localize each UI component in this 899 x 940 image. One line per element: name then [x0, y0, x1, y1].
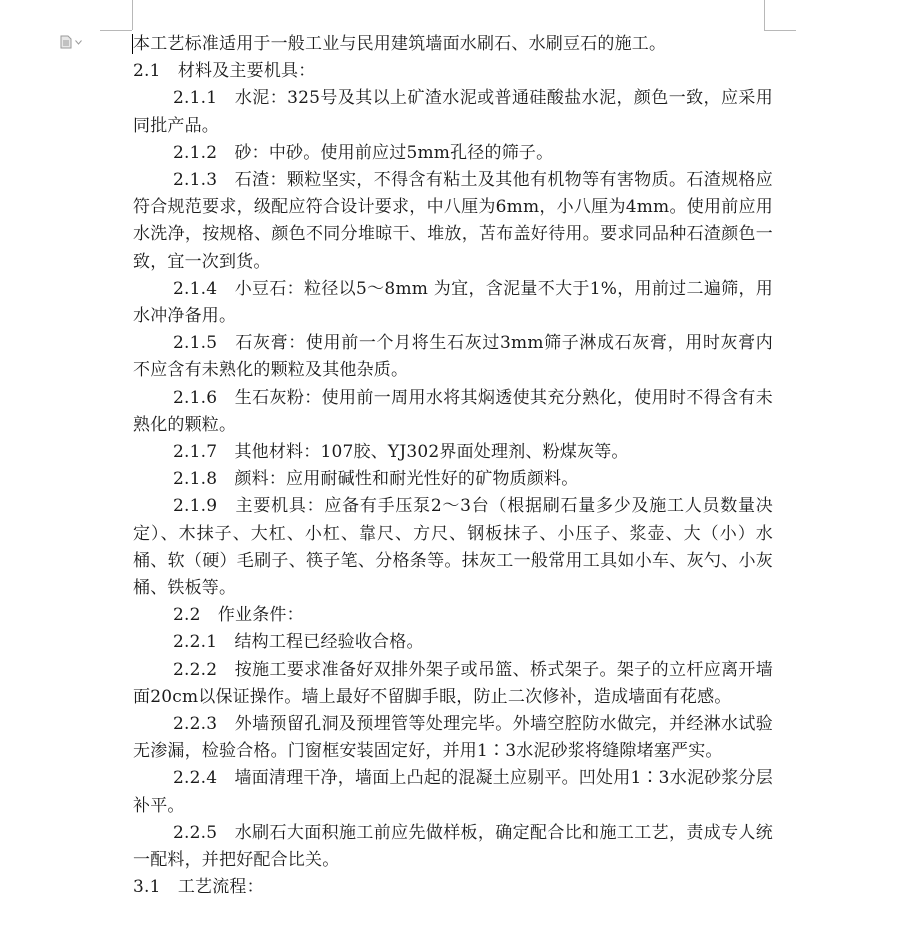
paragraph: 2.1.5 石灰膏：使用前一个月将生石灰过3mm筛子淋成石灰膏，用时灰膏内不应含有未熟化的颗粒及其他杂质。 [133, 333, 773, 381]
document-body[interactable] [133, 31, 773, 902]
paragraph: 2.1.3 石渣：颗粒坚实，不得含有粘土及其他有机物等有害物质。石渣规格应符合规范要求，级配应符合设计要求，中八厘为6mm，小八厘为4mm。使用前应用水洗净，按规格、颜色不同分堆晾干、堆放，苫布盖好待用。要求同品种石渣颜色一致，宜一次到货。 [133, 170, 773, 272]
page-corner-mark-left-horizontal [100, 30, 132, 31]
document-icon [60, 35, 72, 49]
paragraph: 2.1.6 生石灰粉：使用前一周用水将其焖透使其充分熟化，使用时不得含有未熟化的颗粒。 [133, 387, 773, 435]
paragraph: 2.2 作业条件： [173, 605, 304, 626]
page-corner-mark-left [132, 0, 133, 30]
paragraph: 3.1 工艺流程： [133, 877, 264, 898]
page-corner-mark-right [764, 0, 765, 30]
paragraph: 2.2.5 水刷石大面积施工前应先做样板，确定配合比和施工工艺，责成专人统一配料，并把好配合比关。 [133, 822, 773, 871]
paragraph: 2.2.3 外墙预留孔洞及预埋管等处理完毕。外墙空腔防水做完，并经淋水试验无渗漏，检验合格。门窗框安装固定好，并用1∶3水泥砂浆将缝隙堵塞严实。 [133, 714, 773, 762]
paragraph: 2.2.4 墙面清理干净，墙面上凸起的混凝土应剔平。凹处用1∶3水泥砂浆分层补平。 [133, 768, 773, 816]
paragraph: 2.1.4 小豆石：粒径以5～8mm 为宜，含泥量不大于1%，用前过二遍筛，用水冲净备用。 [133, 278, 773, 327]
paragraph: 2.1.2 砂：中砂。使用前应过5mm孔径的筛子。 [173, 142, 554, 163]
paragraph: 2.1.7 其他材料：107胶、YJ302界面处理剂、粉煤灰等。 [173, 442, 629, 463]
paragraph-options-button[interactable] [60, 35, 82, 49]
chevron-down-icon [75, 40, 82, 45]
paragraph: 2.1 材料及主要机具： [133, 61, 316, 82]
paragraph: 2.1.1 水泥：325号及其以上矿渣水泥或普通硅酸盐水泥，颜色一致，应采用同批产品。 [133, 88, 773, 136]
paragraph: 本工艺标准适用于一般工业与民用建筑墙面水刷石、水刷豆石的施工。 [133, 34, 667, 54]
paragraph: 2.2.1 结构工程已经验收合格。 [173, 632, 424, 653]
paragraph: 2.2.2 按施工要求准备好双排外架子或吊篮、桥式架子。架子的立杆应离开墙面20cm以保证操作。墙上最好不留脚手眼，防止二次修补，造成墙面有花感。 [133, 659, 773, 707]
paragraph: 2.1.8 颜料：应用耐碱性和耐光性好的矿物质颜料。 [173, 469, 579, 490]
paragraph: 2.1.9 主要机具：应备有手压泵2～3台（根据刷石量多少及施工人员数量决定）、木抹子、大杠、小杠、靠尺、方尺、钢板抹子、小压子、浆壶、大（小）水桶、软（硬）毛刷子、筷子笔、分格条等。抹灰工一般常用工具如小车、灰勺、小灰桶、铁板等。 [133, 496, 773, 599]
